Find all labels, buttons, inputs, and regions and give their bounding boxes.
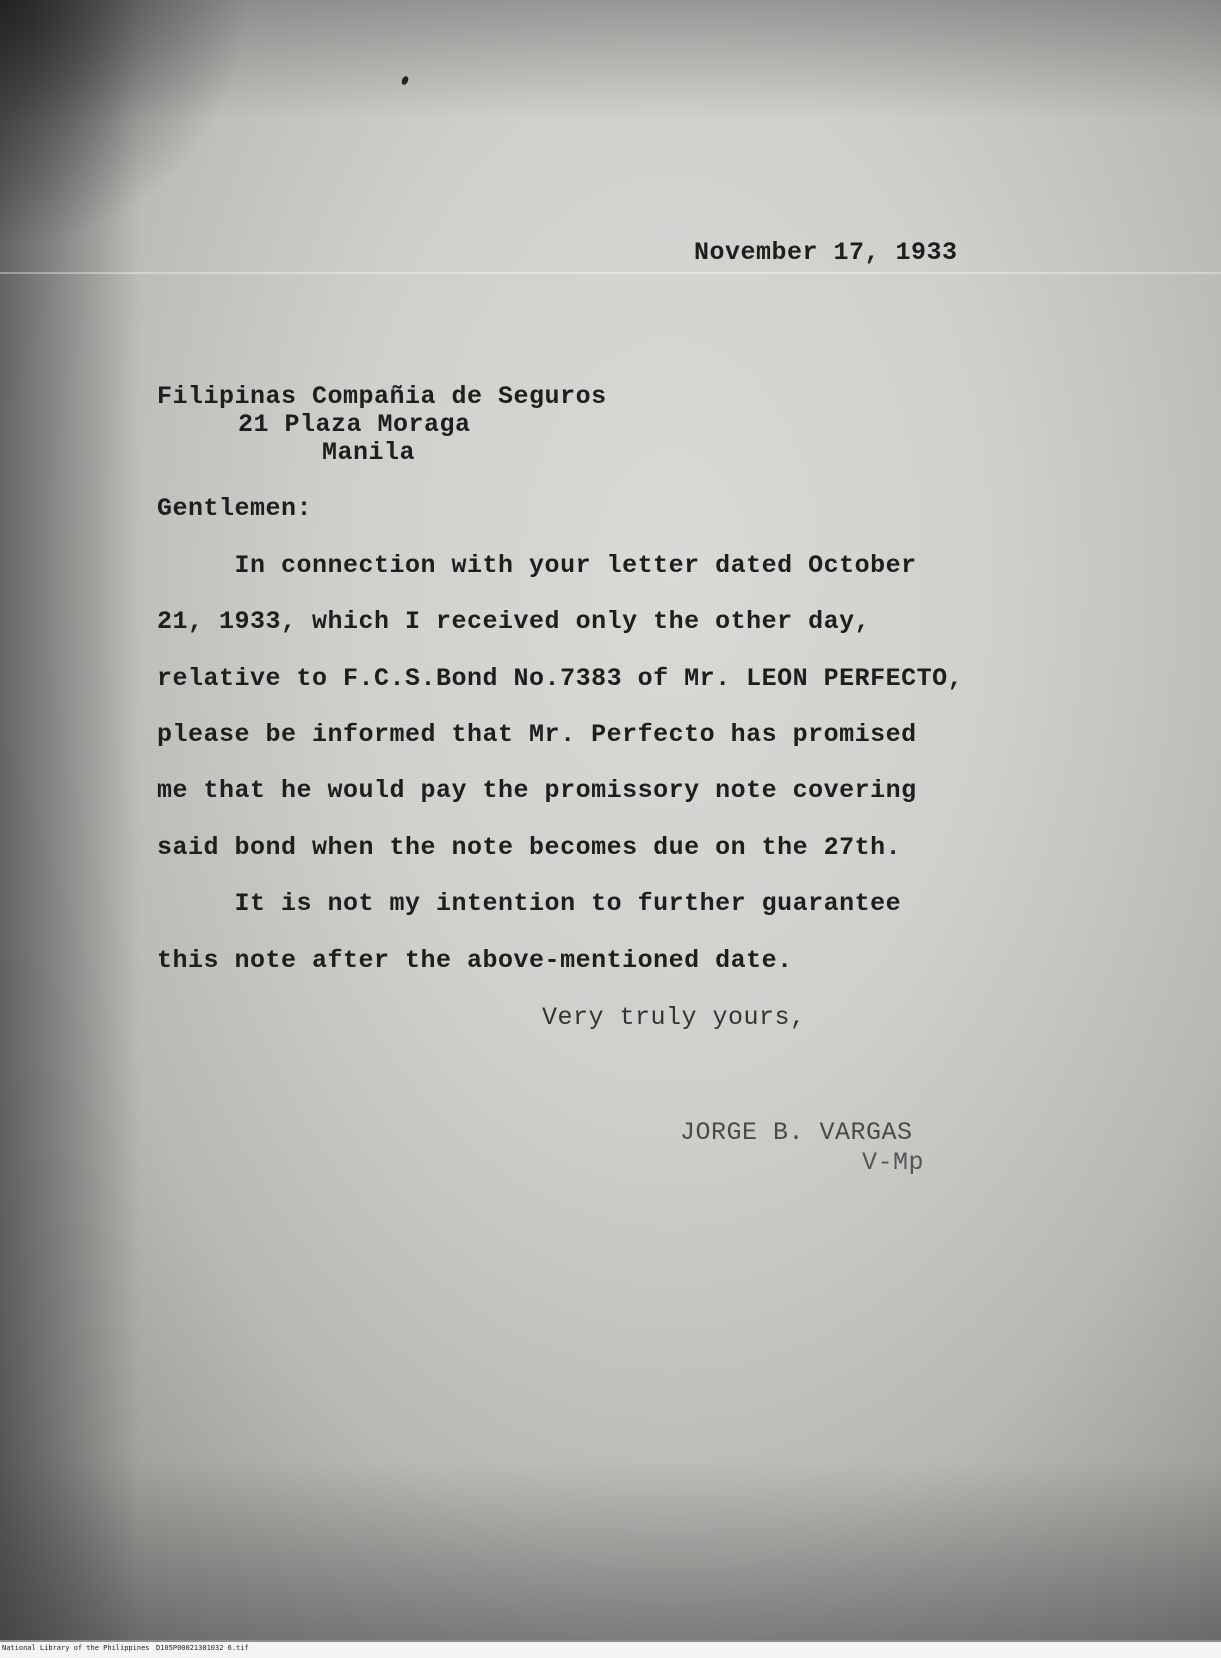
body-line: relative to F.C.S.Bond No.7383 of Mr. LEON PERFECTO, <box>157 664 964 693</box>
addressee-street: 21 Plaza Moraga <box>238 410 471 439</box>
addressee-name: Filipinas Compañia de Seguros <box>157 382 607 411</box>
body-line: please be informed that Mr. Perfecto has promised <box>157 720 917 749</box>
archive-name: National Library of the Philippines <box>2 1644 150 1652</box>
scan-shadow-bottom <box>0 1460 1221 1640</box>
typist-initials: V-Mp <box>862 1148 925 1177</box>
scan-shadow-left <box>0 0 140 1640</box>
body-line: 21, 1933, which I received only the other day, <box>157 607 871 636</box>
addressee-city: Manila <box>322 438 416 467</box>
salutation: Gentlemen: <box>157 494 313 523</box>
signature-name: JORGE B. VARGAS <box>680 1118 913 1147</box>
body-line: said bond when the note becomes due on the 27th. <box>157 833 902 862</box>
letter-date: November 17, 1933 <box>694 238 958 267</box>
archive-footer <box>0 1642 1221 1658</box>
body-line: this note after the above-mentioned date. <box>157 946 793 975</box>
body-line: It is not my intention to further guarantee <box>157 889 902 918</box>
scan-shadow-corner <box>0 0 260 240</box>
paper-fold-line <box>0 272 1221 274</box>
body-line: me that he would pay the promissory note covering <box>157 776 917 805</box>
body-line: In connection with your letter dated October <box>157 551 917 580</box>
file-name: D105P00021301032 6.tif <box>156 1644 249 1652</box>
closing: Very truly yours, <box>542 1003 806 1032</box>
